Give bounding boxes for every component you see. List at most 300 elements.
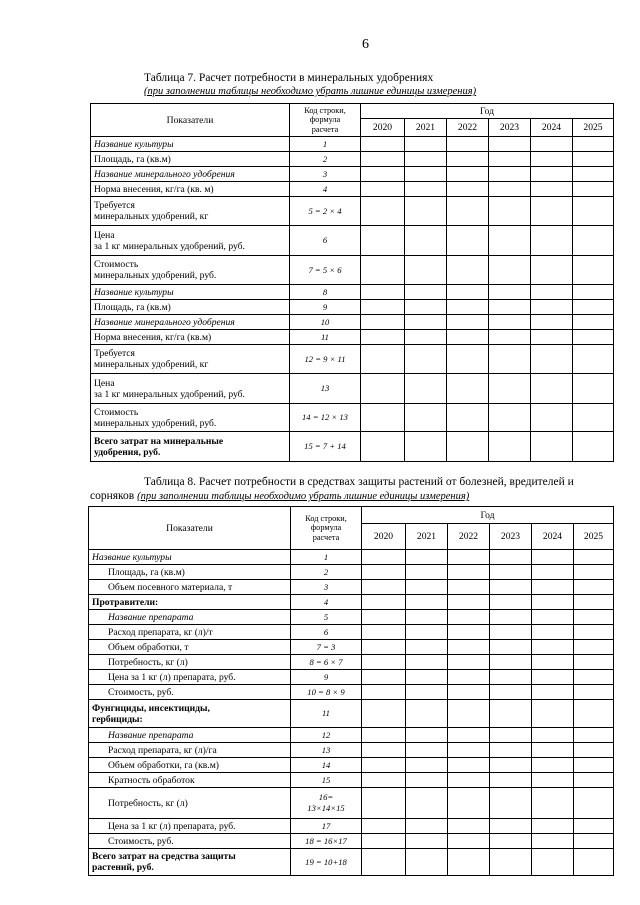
table7-year: 2023 — [489, 119, 531, 137]
table8-value-cell[interactable] — [532, 758, 574, 773]
table8-value-cell[interactable] — [490, 819, 532, 834]
table7-body — [91, 137, 614, 462]
table7-value-cell[interactable] — [489, 152, 531, 167]
table8-row-label: Объем обработки, т — [89, 640, 291, 655]
table8-value-cell[interactable] — [532, 610, 574, 625]
table7-value-cell[interactable] — [361, 330, 405, 345]
table8-value-cell[interactable] — [362, 758, 406, 773]
table7-value-cell[interactable] — [489, 330, 531, 345]
table8-value-cell[interactable] — [574, 819, 614, 834]
table7-value-cell[interactable] — [405, 374, 447, 404]
table8-row — [89, 758, 614, 773]
table7-value-cell[interactable] — [489, 404, 531, 432]
table8-value-cell[interactable] — [490, 610, 532, 625]
table7-value-cell[interactable] — [531, 285, 573, 300]
table7-value-cell[interactable] — [573, 285, 614, 300]
table8-row — [89, 700, 614, 728]
table7-value-cell[interactable] — [531, 182, 573, 197]
table8-value-cell[interactable] — [406, 685, 448, 700]
table8-value-cell[interactable] — [490, 595, 532, 610]
table8-value-cell[interactable] — [406, 758, 448, 773]
table7-value-cell[interactable] — [531, 137, 573, 152]
table7-value-cell[interactable] — [447, 300, 489, 315]
table7-value-cell[interactable] — [405, 167, 447, 182]
table8-value-cell[interactable] — [532, 550, 574, 565]
table8-value-cell[interactable] — [448, 625, 490, 640]
table8-row-label: Цена за 1 кг (л) препарата, руб. — [89, 670, 291, 685]
table7-value-cell[interactable] — [405, 256, 447, 285]
table7-row — [91, 167, 614, 182]
table8-value-cell[interactable] — [532, 595, 574, 610]
table8-row — [89, 610, 614, 625]
table8-row-label: Фунгициды, инсектициды, гербициды: — [89, 700, 291, 728]
table8-row-code: 16= 13×14×15 — [291, 788, 362, 819]
table8-value-cell[interactable] — [362, 625, 406, 640]
table8-row-code: 10 = 8 × 9 — [291, 685, 362, 700]
table8-value-cell[interactable] — [490, 550, 532, 565]
table8-value-cell[interactable] — [532, 625, 574, 640]
table8-value-cell[interactable] — [574, 773, 614, 788]
table8-row-code: 4 — [291, 595, 362, 610]
table7-row-code: 12 = 9 × 11 — [290, 345, 361, 374]
table8-value-cell[interactable] — [532, 640, 574, 655]
table7-value-cell[interactable] — [361, 197, 405, 226]
table7-value-cell[interactable] — [531, 152, 573, 167]
table8-value-cell[interactable] — [406, 625, 448, 640]
table8-value-cell[interactable] — [406, 670, 448, 685]
table7-value-cell[interactable] — [573, 330, 614, 345]
table8-value-cell[interactable] — [362, 728, 406, 743]
table7-row — [91, 226, 614, 256]
table8-value-cell[interactable] — [406, 640, 448, 655]
table7-value-cell[interactable] — [361, 137, 405, 152]
table7-value-cell[interactable] — [531, 167, 573, 182]
table7-value-cell[interactable] — [405, 404, 447, 432]
table8-row-label: Название культуры — [89, 550, 291, 565]
table7-value-cell[interactable] — [531, 315, 573, 330]
table7-row-label: Название культуры — [91, 137, 290, 152]
table7-row-label: Цена за 1 кг минеральных удобрений, руб. — [91, 226, 290, 256]
table7-value-cell[interactable] — [405, 330, 447, 345]
table8-header-code: Код строки, формула расчета — [291, 507, 362, 550]
table7-row-code: 1 — [290, 137, 361, 152]
table8-value-cell[interactable] — [406, 550, 448, 565]
table7-title: Таблица 7. Расчет потребности в минеральных удобрениях — [144, 72, 434, 84]
table8-row-label: Кратность обработок — [89, 773, 291, 788]
table7-value-cell[interactable] — [361, 182, 405, 197]
table7-value-cell[interactable] — [489, 300, 531, 315]
table8-row-code: 19 = 10+18 — [291, 849, 362, 876]
table7-value-cell[interactable] — [489, 374, 531, 404]
table8-value-cell[interactable] — [574, 700, 614, 728]
table8-row-label: Всего затрат на средства защиты растений, руб. — [89, 849, 291, 876]
table8-row-label: Объем обработки, га (кв.м) — [89, 758, 291, 773]
table7-value-cell[interactable] — [405, 226, 447, 256]
table8-value-cell[interactable] — [490, 834, 532, 849]
table7-value-cell[interactable] — [361, 300, 405, 315]
table7-value-cell[interactable] — [361, 152, 405, 167]
table7-row — [91, 300, 614, 315]
table8-row-label: Цена за 1 кг (л) препарата, руб. — [89, 819, 291, 834]
table7-value-cell[interactable] — [489, 167, 531, 182]
table7-row-code: 8 — [290, 285, 361, 300]
table8-value-cell[interactable] — [490, 655, 532, 670]
table8-value-cell[interactable] — [574, 655, 614, 670]
table7-row-label: Название минерального удобрения — [91, 315, 290, 330]
table8-value-cell[interactable] — [532, 788, 574, 819]
table8-value-cell[interactable] — [362, 595, 406, 610]
table8-row — [89, 655, 614, 670]
table8-value-cell[interactable] — [448, 849, 490, 876]
table7-row-code: 2 — [290, 152, 361, 167]
table7-header-code: Код строки, формула расчета — [290, 104, 361, 137]
table8-title-block — [144, 476, 574, 489]
table8-value-cell[interactable] — [490, 640, 532, 655]
table8-value-cell[interactable] — [532, 728, 574, 743]
table8-value-cell[interactable] — [406, 580, 448, 595]
table7-value-cell[interactable] — [447, 315, 489, 330]
table8-note: (при заполнении таблицы необходимо убрать лишние единицы измерения) — [137, 491, 470, 502]
table7-year: 2020 — [361, 119, 405, 137]
table7-row-label: Требуется минеральных удобрений, кг — [91, 197, 290, 226]
table8-value-cell[interactable] — [574, 640, 614, 655]
table7-value-cell[interactable] — [405, 315, 447, 330]
table8-row — [89, 834, 614, 849]
table7-row — [91, 345, 614, 374]
table8-value-cell[interactable] — [362, 565, 406, 580]
table8-value-cell[interactable] — [406, 728, 448, 743]
table8-row — [89, 773, 614, 788]
table7-value-cell[interactable] — [489, 345, 531, 374]
table8-row-label: Название препарата — [89, 728, 291, 743]
table8-row-code: 8 = 6 × 7 — [291, 655, 362, 670]
table7-note: (при заполнении таблицы необходимо убрать лишние единицы измерения) — [144, 86, 477, 97]
table7-value-cell[interactable] — [361, 345, 405, 374]
table8-value-cell[interactable] — [532, 743, 574, 758]
table8-row-label: Потребность, кг (л) — [89, 788, 291, 819]
table8-row-code: 9 — [291, 670, 362, 685]
table8-value-cell[interactable] — [532, 849, 574, 876]
table7-value-cell[interactable] — [573, 404, 614, 432]
table7-value-cell[interactable] — [531, 374, 573, 404]
table8-value-cell[interactable] — [362, 580, 406, 595]
table7-value-cell[interactable] — [447, 345, 489, 374]
table7-value-cell[interactable] — [405, 285, 447, 300]
table7-value-cell[interactable] — [447, 152, 489, 167]
table7-value-cell[interactable] — [531, 345, 573, 374]
table8-row — [89, 849, 614, 876]
table7-value-cell[interactable] — [531, 300, 573, 315]
table7-value-cell[interactable] — [531, 197, 573, 226]
table7-row-code: 10 — [290, 315, 361, 330]
table7-row-code: 7 = 5 × 6 — [290, 256, 361, 285]
table8-header-year: Год — [362, 507, 614, 524]
table7-row-label: Площадь, га (кв.м) — [91, 152, 290, 167]
table7-value-cell[interactable] — [361, 226, 405, 256]
table8-value-cell[interactable] — [406, 773, 448, 788]
table7-value-cell[interactable] — [489, 182, 531, 197]
table8-value-cell[interactable] — [448, 834, 490, 849]
table8-row-label: Стоимость, руб. — [89, 685, 291, 700]
table8-value-cell[interactable] — [532, 655, 574, 670]
table7-value-cell[interactable] — [447, 330, 489, 345]
table8-title: Таблица 8. Расчет потребности в средствах защиты растений от болезней, вредителей и — [144, 476, 574, 488]
table7-value-cell[interactable] — [361, 167, 405, 182]
table8-value-cell[interactable] — [574, 788, 614, 819]
table7-value-cell[interactable] — [489, 137, 531, 152]
table7-value-cell[interactable] — [489, 285, 531, 300]
table8-row — [89, 580, 614, 595]
table8-value-cell[interactable] — [448, 580, 490, 595]
table8-year: 2022 — [448, 524, 490, 550]
table7-row-label: Площадь, га (кв.м) — [91, 300, 290, 315]
table8-value-cell[interactable] — [490, 580, 532, 595]
table8-value-cell[interactable] — [362, 550, 406, 565]
table8-row-label: Площадь, га (кв.м) — [89, 565, 291, 580]
table8-row-code: 2 — [291, 565, 362, 580]
table7 — [90, 103, 614, 462]
table8-value-cell[interactable] — [490, 625, 532, 640]
table8-value-cell[interactable] — [362, 685, 406, 700]
table8-value-cell[interactable] — [362, 670, 406, 685]
table7-row-code: 13 — [290, 374, 361, 404]
table8-row — [89, 670, 614, 685]
table8-value-cell[interactable] — [574, 625, 614, 640]
table7-year: 2024 — [531, 119, 573, 137]
table7-value-cell[interactable] — [489, 256, 531, 285]
table7-value-cell[interactable] — [573, 432, 614, 462]
table8-row-code: 7 = 3 — [291, 640, 362, 655]
table8-row-code: 14 — [291, 758, 362, 773]
table8-value-cell[interactable] — [448, 685, 490, 700]
table7-value-cell[interactable] — [447, 404, 489, 432]
table8-row-code: 13 — [291, 743, 362, 758]
table7-value-cell[interactable] — [361, 404, 405, 432]
table7-value-cell[interactable] — [447, 182, 489, 197]
table8-value-cell[interactable] — [532, 834, 574, 849]
table7-value-cell[interactable] — [405, 432, 447, 462]
table8-row — [89, 595, 614, 610]
table8-value-cell[interactable] — [574, 685, 614, 700]
table7-row — [91, 137, 614, 152]
table7-value-cell[interactable] — [447, 226, 489, 256]
table8-value-cell[interactable] — [448, 743, 490, 758]
table8-year: 2021 — [406, 524, 448, 550]
table8-value-cell[interactable] — [574, 849, 614, 876]
table7-value-cell[interactable] — [531, 404, 573, 432]
table7-row — [91, 285, 614, 300]
table8-row — [89, 625, 614, 640]
table8-value-cell[interactable] — [490, 685, 532, 700]
table7-value-cell[interactable] — [447, 374, 489, 404]
table8-value-cell[interactable] — [362, 819, 406, 834]
table7-value-cell[interactable] — [405, 300, 447, 315]
table7-value-cell[interactable] — [447, 137, 489, 152]
table8-value-cell[interactable] — [362, 849, 406, 876]
table8-value-cell[interactable] — [490, 773, 532, 788]
table7-value-cell[interactable] — [573, 226, 614, 256]
table8-value-cell[interactable] — [448, 700, 490, 728]
table7-row — [91, 404, 614, 432]
table8-row — [89, 640, 614, 655]
table8-value-cell[interactable] — [490, 700, 532, 728]
table8-value-cell[interactable] — [448, 610, 490, 625]
table7-row — [91, 432, 614, 462]
table8-value-cell[interactable] — [362, 610, 406, 625]
table7-value-cell[interactable] — [531, 226, 573, 256]
table8-value-cell[interactable] — [574, 565, 614, 580]
table8-value-cell[interactable] — [406, 610, 448, 625]
table8-value-cell[interactable] — [532, 773, 574, 788]
table8-value-cell[interactable] — [490, 849, 532, 876]
table7-value-cell[interactable] — [573, 315, 614, 330]
table8-value-cell[interactable] — [490, 728, 532, 743]
table8-value-cell[interactable] — [574, 743, 614, 758]
table8-value-cell[interactable] — [448, 758, 490, 773]
table8-value-cell[interactable] — [362, 788, 406, 819]
table7-value-cell[interactable] — [531, 256, 573, 285]
table7-value-cell[interactable] — [405, 345, 447, 374]
table8-row-label: Протравители: — [89, 595, 291, 610]
table8-value-cell[interactable] — [448, 819, 490, 834]
table8-row-code: 12 — [291, 728, 362, 743]
table8-body — [89, 550, 614, 876]
table8-value-cell[interactable] — [574, 550, 614, 565]
table7-value-cell[interactable] — [531, 432, 573, 462]
table8-value-cell[interactable] — [448, 565, 490, 580]
table8-value-cell[interactable] — [490, 670, 532, 685]
table7-value-cell[interactable] — [489, 315, 531, 330]
table8-year: 2024 — [532, 524, 574, 550]
table8-value-cell[interactable] — [574, 610, 614, 625]
table7-value-cell[interactable] — [447, 432, 489, 462]
table8-value-cell[interactable] — [406, 788, 448, 819]
table8-value-cell[interactable] — [490, 758, 532, 773]
table7-row-label: Название минерального удобрения — [91, 167, 290, 182]
table7-value-cell[interactable] — [361, 285, 405, 300]
table8-value-cell[interactable] — [448, 595, 490, 610]
table7-value-cell[interactable] — [573, 137, 614, 152]
table8-value-cell[interactable] — [532, 670, 574, 685]
table7-year: 2022 — [447, 119, 489, 137]
table8-value-cell[interactable] — [532, 565, 574, 580]
table8-value-cell[interactable] — [448, 655, 490, 670]
table8-row — [89, 743, 614, 758]
table7-value-cell[interactable] — [447, 167, 489, 182]
table8-header-indicators: Показатели — [89, 507, 291, 550]
table8-value-cell[interactable] — [574, 580, 614, 595]
table8-row-label: Расход препарата, кг (л)/т — [89, 625, 291, 640]
table7-value-cell[interactable] — [573, 256, 614, 285]
table7-value-cell[interactable] — [361, 315, 405, 330]
table8-value-cell[interactable] — [532, 700, 574, 728]
table8-row-code: 11 — [291, 700, 362, 728]
table8-row-code: 1 — [291, 550, 362, 565]
table8-value-cell[interactable] — [448, 550, 490, 565]
table8-value-cell[interactable] — [490, 565, 532, 580]
table7-row-code: 15 = 7 + 14 — [290, 432, 361, 462]
table8-value-cell[interactable] — [448, 670, 490, 685]
table8-value-cell[interactable] — [406, 849, 448, 876]
table7-value-cell[interactable] — [573, 152, 614, 167]
table8-value-cell[interactable] — [448, 728, 490, 743]
table8-row-label: Объем посевного материала, т — [89, 580, 291, 595]
table8-row-label: Расход препарата, кг (л)/га — [89, 743, 291, 758]
table7-value-cell[interactable] — [361, 374, 405, 404]
table7-value-cell[interactable] — [573, 197, 614, 226]
table7-value-cell[interactable] — [489, 226, 531, 256]
table8-value-cell[interactable] — [448, 640, 490, 655]
table7-value-cell[interactable] — [447, 256, 489, 285]
table7-row-code: 9 — [290, 300, 361, 315]
table8-row-label: Название препарата — [89, 610, 291, 625]
table7-value-cell[interactable] — [361, 432, 405, 462]
table8-value-cell[interactable] — [448, 773, 490, 788]
table8-value-cell[interactable] — [574, 728, 614, 743]
table7-value-cell[interactable] — [573, 374, 614, 404]
table7-value-cell[interactable] — [447, 285, 489, 300]
table7-value-cell[interactable] — [405, 152, 447, 167]
table7-value-cell[interactable] — [405, 197, 447, 226]
table7-row-label: Название культуры — [91, 285, 290, 300]
table8-value-cell[interactable] — [406, 700, 448, 728]
table7-value-cell[interactable] — [447, 197, 489, 226]
table7-row-code: 3 — [290, 167, 361, 182]
table7-row — [91, 256, 614, 285]
table7-row — [91, 152, 614, 167]
table8-value-cell[interactable] — [362, 640, 406, 655]
table7-value-cell[interactable] — [489, 197, 531, 226]
table8-row — [89, 550, 614, 565]
table8-row-code: 15 — [291, 773, 362, 788]
table7-value-cell[interactable] — [573, 300, 614, 315]
table8-value-cell[interactable] — [532, 819, 574, 834]
table8-value-cell[interactable] — [406, 834, 448, 849]
table8-value-cell[interactable] — [574, 670, 614, 685]
table8-value-cell[interactable] — [574, 595, 614, 610]
table8-value-cell[interactable] — [362, 743, 406, 758]
table7-value-cell[interactable] — [405, 182, 447, 197]
table8-value-cell[interactable] — [362, 655, 406, 670]
table8-value-cell[interactable] — [532, 580, 574, 595]
table8-value-cell[interactable] — [406, 565, 448, 580]
table8-value-cell[interactable] — [448, 788, 490, 819]
table7-value-cell[interactable] — [531, 330, 573, 345]
table8-value-cell[interactable] — [406, 655, 448, 670]
table8-value-cell[interactable] — [362, 834, 406, 849]
table8-value-cell[interactable] — [574, 834, 614, 849]
table7-value-cell[interactable] — [361, 256, 405, 285]
table8-value-cell[interactable] — [362, 773, 406, 788]
table7-value-cell[interactable] — [573, 345, 614, 374]
table8-value-cell[interactable] — [532, 685, 574, 700]
table8-value-cell[interactable] — [406, 743, 448, 758]
table7-value-cell[interactable] — [573, 182, 614, 197]
table8-value-cell[interactable] — [490, 743, 532, 758]
table7-value-cell[interactable] — [405, 137, 447, 152]
table7-value-cell[interactable] — [573, 167, 614, 182]
table8-value-cell[interactable] — [574, 758, 614, 773]
table8-value-cell[interactable] — [406, 595, 448, 610]
table8-row — [89, 788, 614, 819]
table8-year: 2023 — [490, 524, 532, 550]
table8-value-cell[interactable] — [362, 700, 406, 728]
table7-value-cell[interactable] — [489, 432, 531, 462]
table8-value-cell[interactable] — [490, 788, 532, 819]
table8-value-cell[interactable] — [406, 819, 448, 834]
table8-row-code: 3 — [291, 580, 362, 595]
table8-row-code: 6 — [291, 625, 362, 640]
